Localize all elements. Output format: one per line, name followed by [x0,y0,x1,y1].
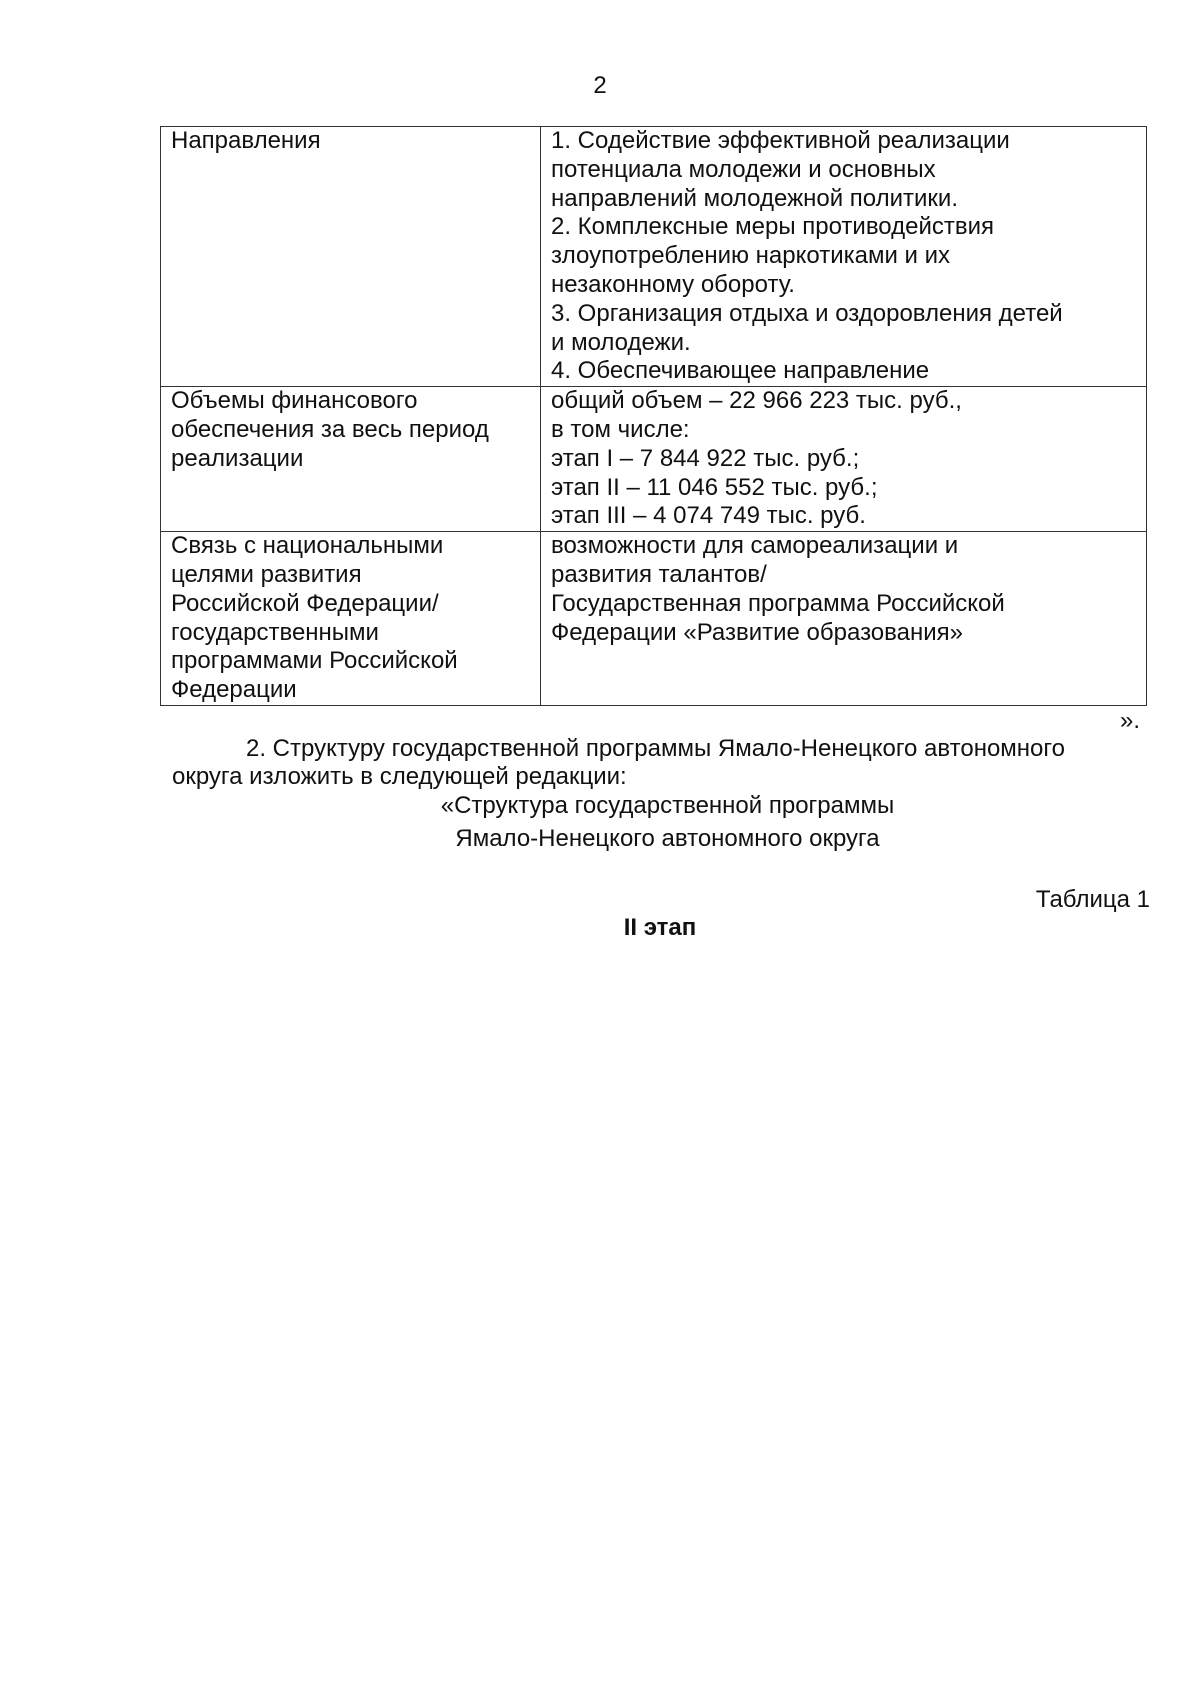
cell-text: потенциала молодежи и основных [551,155,936,183]
cell-text: в том числе: [551,415,690,443]
cell-text: Направления [171,127,321,154]
cell-text: этап III – 4 074 749 тыс. руб. [551,502,866,530]
table-cell-label [161,532,541,706]
paragraph-line: 2. Структуру государственной программы Ямало-Ненецкого автономного [246,735,1065,762]
section-heading: «Структура государственной программы [440,792,895,819]
cell-text: 1. Содействие эффективной реализации [551,127,1010,154]
cell-text: 2. Комплексные меры противодействия [551,213,995,241]
page-number: 2 [593,72,607,99]
stage-title: II этап [623,914,697,941]
paragraph-line: округа изложить в следующей редакции: [172,763,627,790]
table-cell-value [541,532,1147,706]
cell-text: целями развития [171,560,362,588]
cell-text: обеспечения за весь период [171,415,489,443]
cell-text: реализации [171,444,304,472]
table-row [161,387,1147,532]
table-cell-value [541,387,1147,532]
cell-text: 3. Организация отдыха и оздоровления детей [551,299,1063,327]
cell-text: Российской Федерации/ [171,589,439,617]
cell-text: Федерации «Развитие образования» [551,618,963,646]
cell-text: Объемы финансового [171,387,418,415]
cell-text: и молодежи. [551,328,691,356]
table-label: Таблица 1 [1035,886,1150,913]
cell-text: общий объем – 22 966 223 тыс. руб., [551,387,962,415]
cell-text: Связь с национальными [171,532,444,560]
cell-text: незаконному обороту. [551,270,795,298]
table-row [161,532,1147,706]
table-row [161,127,1147,387]
cell-text: государственными [171,618,379,646]
cell-text: Федерации [171,676,297,704]
cell-text: 4. Обеспечивающее направление [551,357,930,385]
program-passport-table [160,126,1147,706]
cell-text: этап I – 7 844 922 тыс. руб.; [551,444,860,472]
table-cell-label [161,127,541,387]
cell-text: возможности для самореализации и [551,532,959,560]
table-cell-value [541,127,1147,387]
cell-text: этап II – 11 046 552 тыс. руб.; [551,473,878,501]
closing-quote: ». [1120,707,1141,734]
cell-text: развития талантов/ [551,560,767,588]
cell-text: злоупотреблению наркотиками и их [551,242,951,270]
section-heading: Ямало-Ненецкого автономного округа [455,825,880,852]
cell-text: программами Российской [171,647,458,675]
cell-text: Государственная программа Российской [551,589,1005,617]
table-cell-label [161,387,541,532]
cell-text: направлений молодежной политики. [551,184,959,212]
